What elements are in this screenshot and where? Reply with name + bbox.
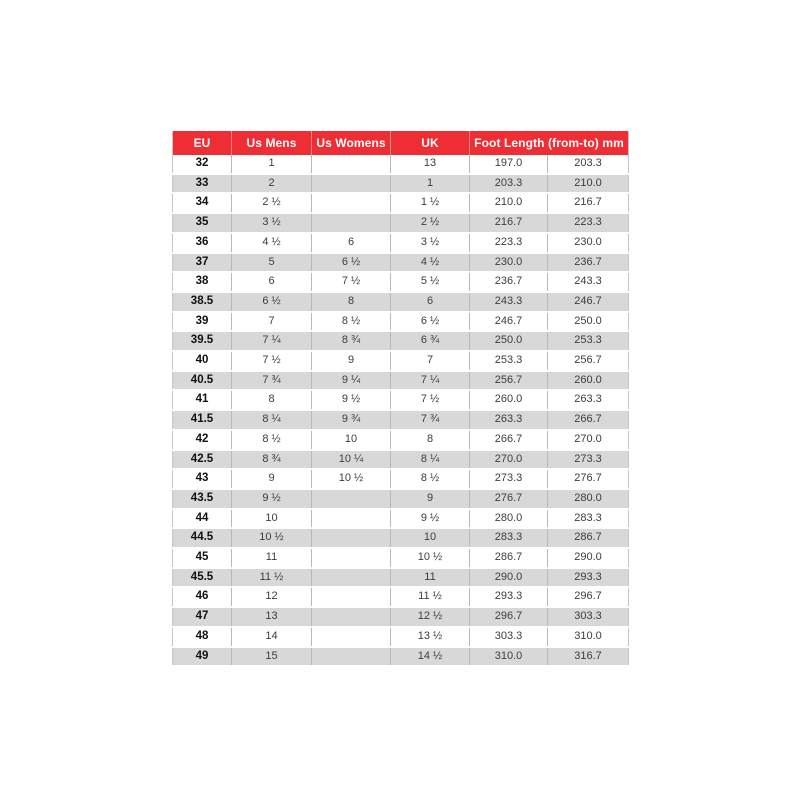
us-mens-cell: 6 — [232, 272, 312, 292]
table-row — [173, 450, 629, 470]
eu-cell: 42.5 — [173, 450, 232, 470]
us-mens-cell: 8 ¼ — [232, 410, 312, 430]
us-womens-cell — [312, 568, 391, 588]
foot-to-cell: 210.0 — [548, 174, 629, 194]
us-womens-cell: 9 ¾ — [312, 410, 391, 430]
header-row — [173, 131, 629, 155]
eu-cell: 49 — [173, 647, 232, 667]
us-mens-cell: 6 ½ — [232, 292, 312, 312]
uk-cell: 10 — [391, 528, 470, 548]
table-row — [173, 253, 629, 273]
eu-cell: 43 — [173, 469, 232, 489]
foot-to-cell: 256.7 — [548, 351, 629, 371]
us-womens-cell — [312, 647, 391, 667]
table-row — [173, 312, 629, 332]
uk-cell: 4 ½ — [391, 253, 470, 273]
uk-cell: 1 ½ — [391, 193, 470, 213]
uk-cell: 7 — [391, 351, 470, 371]
us-womens-cell: 8 — [312, 292, 391, 312]
table-row — [173, 331, 629, 351]
table-row — [173, 193, 629, 213]
us-mens-cell: 7 ½ — [232, 351, 312, 371]
us-mens-cell: 2 — [232, 174, 312, 194]
foot-to-cell: 216.7 — [548, 193, 629, 213]
eu-cell: 44 — [173, 509, 232, 529]
uk-cell: 6 ½ — [391, 312, 470, 332]
foot-from-cell: 223.3 — [470, 233, 548, 253]
table-row — [173, 568, 629, 588]
eu-cell: 41.5 — [173, 410, 232, 430]
us-womens-cell — [312, 489, 391, 509]
uk-cell: 6 — [391, 292, 470, 312]
table-row — [173, 213, 629, 233]
table-row — [173, 272, 629, 292]
eu-cell: 44.5 — [173, 528, 232, 548]
size-conversion-table-container — [172, 131, 628, 667]
us-mens-cell: 7 ¼ — [232, 331, 312, 351]
table-row — [173, 410, 629, 430]
eu-cell: 43.5 — [173, 489, 232, 509]
eu-cell: 39 — [173, 312, 232, 332]
foot-to-cell: 310.0 — [548, 627, 629, 647]
us-mens-cell: 15 — [232, 647, 312, 667]
foot-to-cell: 296.7 — [548, 587, 629, 607]
foot-from-cell: 253.3 — [470, 351, 548, 371]
uk-cell: 1 — [391, 174, 470, 194]
table-row — [173, 430, 629, 450]
table-row — [173, 627, 629, 647]
eu-cell: 39.5 — [173, 331, 232, 351]
table-row — [173, 509, 629, 529]
table-row — [173, 607, 629, 627]
eu-cell: 48 — [173, 627, 232, 647]
size-table-body — [173, 155, 629, 666]
eu-cell: 42 — [173, 430, 232, 450]
us-mens-cell: 5 — [232, 253, 312, 273]
foot-from-cell: 266.7 — [470, 430, 548, 450]
eu-cell: 45 — [173, 548, 232, 568]
foot-from-cell: 243.3 — [470, 292, 548, 312]
uk-cell: 11 ½ — [391, 587, 470, 607]
eu-cell: 46 — [173, 587, 232, 607]
header-foot-length: Foot Length (from-to) mm — [470, 131, 629, 155]
us-mens-cell: 7 ¾ — [232, 371, 312, 391]
uk-cell: 7 ¾ — [391, 410, 470, 430]
table-row — [173, 587, 629, 607]
table-row — [173, 528, 629, 548]
foot-to-cell: 230.0 — [548, 233, 629, 253]
us-womens-cell: 9 — [312, 351, 391, 371]
foot-to-cell: 280.0 — [548, 489, 629, 509]
uk-cell: 8 — [391, 430, 470, 450]
eu-cell: 35 — [173, 213, 232, 233]
eu-cell: 45.5 — [173, 568, 232, 588]
uk-cell: 2 ½ — [391, 213, 470, 233]
eu-cell: 34 — [173, 193, 232, 213]
table-row — [173, 371, 629, 391]
foot-from-cell: 260.0 — [470, 390, 548, 410]
foot-from-cell: 283.3 — [470, 528, 548, 548]
header-us-mens: Us Mens — [232, 131, 312, 155]
uk-cell: 9 — [391, 489, 470, 509]
us-womens-cell — [312, 155, 391, 174]
foot-to-cell: 270.0 — [548, 430, 629, 450]
foot-to-cell: 290.0 — [548, 548, 629, 568]
foot-from-cell: 290.0 — [470, 568, 548, 588]
foot-to-cell: 253.3 — [548, 331, 629, 351]
foot-from-cell: 203.3 — [470, 174, 548, 194]
table-row — [173, 292, 629, 312]
table-row — [173, 548, 629, 568]
foot-to-cell: 236.7 — [548, 253, 629, 273]
table-row — [173, 469, 629, 489]
foot-to-cell: 293.3 — [548, 568, 629, 588]
foot-to-cell: 260.0 — [548, 371, 629, 391]
foot-to-cell: 276.7 — [548, 469, 629, 489]
us-womens-cell — [312, 627, 391, 647]
foot-from-cell: 286.7 — [470, 548, 548, 568]
table-row — [173, 233, 629, 253]
uk-cell: 14 ½ — [391, 647, 470, 667]
foot-from-cell: 310.0 — [470, 647, 548, 667]
uk-cell: 11 — [391, 568, 470, 588]
us-mens-cell: 12 — [232, 587, 312, 607]
us-womens-cell — [312, 548, 391, 568]
foot-from-cell: 276.7 — [470, 489, 548, 509]
us-womens-cell: 10 ¼ — [312, 450, 391, 470]
uk-cell: 10 ½ — [391, 548, 470, 568]
eu-cell: 41 — [173, 390, 232, 410]
us-mens-cell: 11 ½ — [232, 568, 312, 588]
uk-cell: 13 ½ — [391, 627, 470, 647]
foot-from-cell: 210.0 — [470, 193, 548, 213]
foot-to-cell: 273.3 — [548, 450, 629, 470]
table-row — [173, 390, 629, 410]
header-us-womens: Us Womens — [312, 131, 391, 155]
foot-from-cell: 256.7 — [470, 371, 548, 391]
us-womens-cell: 10 — [312, 430, 391, 450]
us-womens-cell — [312, 587, 391, 607]
uk-cell: 5 ½ — [391, 272, 470, 292]
uk-cell: 8 ¼ — [391, 450, 470, 470]
table-header — [173, 131, 629, 155]
eu-cell: 38 — [173, 272, 232, 292]
us-womens-cell: 6 ½ — [312, 253, 391, 273]
us-mens-cell: 9 ½ — [232, 489, 312, 509]
foot-from-cell: 197.0 — [470, 155, 548, 174]
us-mens-cell: 8 ¾ — [232, 450, 312, 470]
foot-to-cell: 266.7 — [548, 410, 629, 430]
us-womens-cell — [312, 528, 391, 548]
foot-from-cell: 230.0 — [470, 253, 548, 273]
table-row — [173, 174, 629, 194]
eu-cell: 40 — [173, 351, 232, 371]
us-womens-cell — [312, 193, 391, 213]
header-eu: EU — [173, 131, 232, 155]
foot-from-cell: 303.3 — [470, 627, 548, 647]
table-row — [173, 155, 629, 174]
foot-to-cell: 246.7 — [548, 292, 629, 312]
us-mens-cell: 9 — [232, 469, 312, 489]
foot-from-cell: 216.7 — [470, 213, 548, 233]
uk-cell: 9 ½ — [391, 509, 470, 529]
eu-cell: 47 — [173, 607, 232, 627]
foot-from-cell: 246.7 — [470, 312, 548, 332]
us-womens-cell: 9 ¼ — [312, 371, 391, 391]
table-row — [173, 489, 629, 509]
size-conversion-table — [172, 131, 629, 667]
foot-to-cell: 203.3 — [548, 155, 629, 174]
foot-from-cell: 236.7 — [470, 272, 548, 292]
uk-cell: 7 ¼ — [391, 371, 470, 391]
eu-cell: 36 — [173, 233, 232, 253]
us-womens-cell — [312, 213, 391, 233]
uk-cell: 7 ½ — [391, 390, 470, 410]
foot-to-cell: 250.0 — [548, 312, 629, 332]
foot-to-cell: 283.3 — [548, 509, 629, 529]
foot-from-cell: 293.3 — [470, 587, 548, 607]
us-mens-cell: 14 — [232, 627, 312, 647]
eu-cell: 38.5 — [173, 292, 232, 312]
foot-from-cell: 270.0 — [470, 450, 548, 470]
us-womens-cell: 8 ¾ — [312, 331, 391, 351]
us-womens-cell: 8 ½ — [312, 312, 391, 332]
eu-cell: 32 — [173, 155, 232, 174]
table-row — [173, 647, 629, 667]
us-mens-cell: 1 — [232, 155, 312, 174]
us-womens-cell: 10 ½ — [312, 469, 391, 489]
us-mens-cell: 8 — [232, 390, 312, 410]
us-mens-cell: 3 ½ — [232, 213, 312, 233]
foot-to-cell: 286.7 — [548, 528, 629, 548]
foot-from-cell: 296.7 — [470, 607, 548, 627]
us-womens-cell: 9 ½ — [312, 390, 391, 410]
foot-from-cell: 263.3 — [470, 410, 548, 430]
foot-to-cell: 263.3 — [548, 390, 629, 410]
us-mens-cell: 10 ½ — [232, 528, 312, 548]
foot-to-cell: 303.3 — [548, 607, 629, 627]
foot-to-cell: 316.7 — [548, 647, 629, 667]
us-mens-cell: 8 ½ — [232, 430, 312, 450]
foot-from-cell: 280.0 — [470, 509, 548, 529]
us-womens-cell: 6 — [312, 233, 391, 253]
foot-to-cell: 223.3 — [548, 213, 629, 233]
us-mens-cell: 2 ½ — [232, 193, 312, 213]
eu-cell: 37 — [173, 253, 232, 273]
uk-cell: 12 ½ — [391, 607, 470, 627]
us-mens-cell: 13 — [232, 607, 312, 627]
us-mens-cell: 4 ½ — [232, 233, 312, 253]
uk-cell: 13 — [391, 155, 470, 174]
uk-cell: 8 ½ — [391, 469, 470, 489]
uk-cell: 3 ½ — [391, 233, 470, 253]
foot-to-cell: 243.3 — [548, 272, 629, 292]
header-uk: UK — [391, 131, 470, 155]
foot-from-cell: 273.3 — [470, 469, 548, 489]
table-row — [173, 351, 629, 371]
us-womens-cell: 7 ½ — [312, 272, 391, 292]
eu-cell: 40.5 — [173, 371, 232, 391]
us-womens-cell — [312, 174, 391, 194]
foot-from-cell: 250.0 — [470, 331, 548, 351]
uk-cell: 6 ¾ — [391, 331, 470, 351]
us-womens-cell — [312, 607, 391, 627]
us-mens-cell: 11 — [232, 548, 312, 568]
us-womens-cell — [312, 509, 391, 529]
us-mens-cell: 7 — [232, 312, 312, 332]
eu-cell: 33 — [173, 174, 232, 194]
us-mens-cell: 10 — [232, 509, 312, 529]
